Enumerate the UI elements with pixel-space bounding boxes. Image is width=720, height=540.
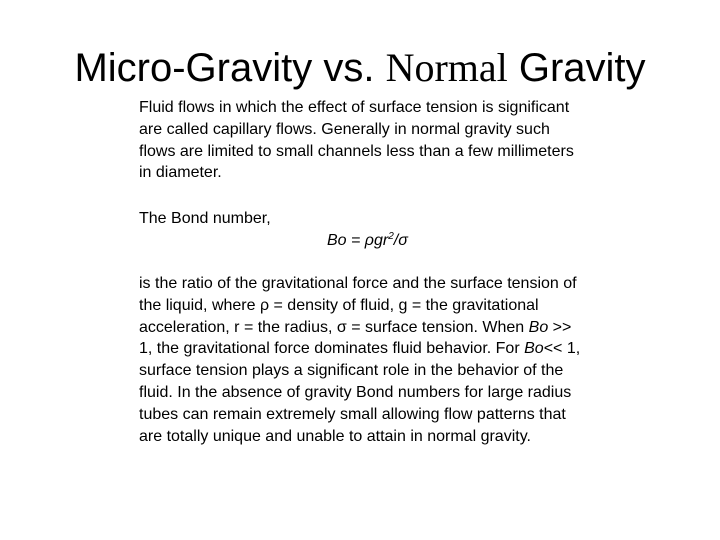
formula-exponent: 2 <box>388 231 394 242</box>
formula-lhs: Bo = ρgr <box>327 232 389 249</box>
paragraph-bond-number-explanation <box>139 273 589 447</box>
paragraph3-bo-2: Bo <box>524 340 544 358</box>
paragraph3-text-3: << 1, surface tension plays a significant role in the behavior of the fluid. In the absence of gravity Bond numbers for large radius tubes can remain extremely small allowing flow patterns that are totally unique and unable to attain in normal gravity. <box>139 340 581 445</box>
slide-title <box>0 44 720 92</box>
paragraph3-text-2: >> 1, the gravitational force dominates fluid behavior. For <box>139 318 572 358</box>
formula-rhs: /σ <box>393 232 408 249</box>
title-part-1: Micro-Gravity vs. <box>74 46 386 90</box>
paragraph-capillary-flows: Fluid flows in which the effect of surface tension is significant are called capillary flows. Generally in normal gravity such flows are limited to small channels less than a few millimeters in diameter. <box>139 99 574 182</box>
paragraph3-text-1: is the ratio of the gravitational force and the surface tension of the liquid, where ρ = density of fluid, g = the gravitational acceleration, r = the radius, σ = surface tension. When <box>139 275 577 336</box>
title-part-2: Normal <box>385 45 508 90</box>
paragraph3-bo-1: Bo <box>528 318 549 336</box>
bond-number-formula <box>327 230 408 252</box>
paragraph-bond-number-intro: The Bond number, <box>139 210 271 227</box>
title-part-3: Gravity <box>507 46 646 90</box>
